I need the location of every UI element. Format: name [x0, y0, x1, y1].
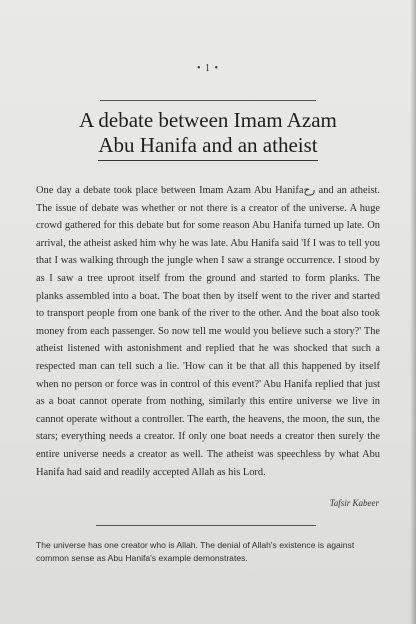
title-top-rule	[100, 100, 316, 101]
chapter-title	[40, 108, 376, 161]
source-citation: Tafsir Kabeer	[329, 498, 379, 508]
page-number: • 1 •	[196, 63, 219, 74]
summary-note: The universe has one creator who is Allah. The denial of Allah's existence is against common sense as Abu Hanifa's example demonstrates.	[36, 540, 355, 563]
page-edge-shadow	[410, 0, 416, 624]
chapter-title-line-2: Abu Hanifa and an atheist	[98, 133, 317, 161]
summary-divider	[96, 525, 316, 526]
chapter-title-line-1: A debate between Imam Azam	[79, 108, 337, 132]
story-paragraph: One day a debate took place between Imam Azam Abu Hanifaرح and an atheist. The issue of debate was whether or not there is a creator of the universe. A huge crowd gathered for this debate but for some reason Abu Hanifa turned up late. On arrival, the atheist asked him why he was late. Abu Hanifa said 'If I was to tell you that I was walking through the jungle when I saw a strange occurrence. I stood by as I saw a tree uproot itself from the ground and started to form planks. The planks assembled into a boat. The boat then by itself went to the river and started to transport people from one bank of the river to the other. And the boat also took money from each passenger. So now tell me would you believe such a story?' The atheist listened with astonishment and replied that he was shocked that such a respected man can tell such a lie. 'How can it be that all this happened by itself when no person or force was in control of this event?' Abu Hanifa replied that just as a boat cannot operate from nothing, similarly this entire universe we live in cannot operate without a controller. The earth, the heavens, the moon, the sun, the stars; everything needs a creator. If only one boat needs a creator then surely the entire universe needs a creator as well. The atheist was speechless by what Abu Hanifa had said and readily accepted Allah as his Lord.	[36, 185, 380, 478]
